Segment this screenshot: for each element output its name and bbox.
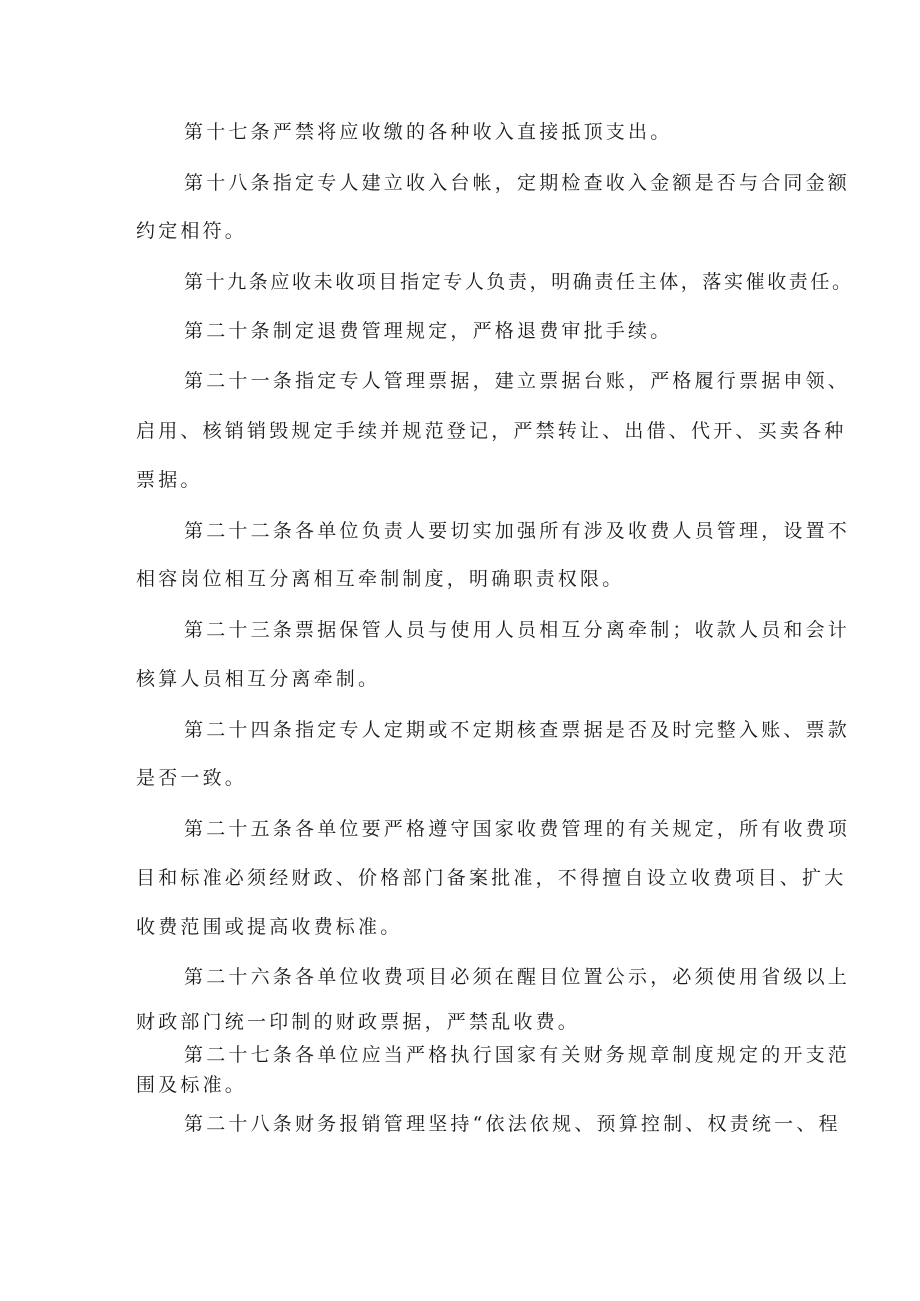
article-26-line-1: 第二十六条各单位收费项目必须在醒目位置公示，必须使用省级以上 [184,966,851,988]
article-28-line-1: 第二十八条财务报销管理坚持“依法依规、预算控制、权责统一、程 [184,1113,841,1135]
article-25-line-1: 第二十五条各单位要严格遵守国家收费管理的有关规定，所有收费项 [184,818,851,840]
article-25-line-2: 目和标准必须经财政、价格部门备案批准，不得擅自设立收费项目、扩大 [136,867,847,889]
article-24-line-2: 是否一致。 [136,767,248,789]
article-21-line-2: 启用、核销销毁规定手续并规范登记，严禁转让、出借、代开、买卖各种 [136,420,847,442]
article-22-line-2: 相容岗位相互分离相互牵制制度，明确职责权限。 [136,568,625,590]
article-26-line-2: 财政部门统一印制的财政票据，严禁乱收费。 [136,1011,581,1033]
article-18-line-2: 约定相符。 [136,220,248,242]
article-17-line-1: 第十七条严禁将应收缴的各种收入直接抵顶支出。 [184,121,673,143]
article-22-line-1: 第二十二条各单位负责人要切实加强所有涉及收费人员管理，设置不 [184,520,851,542]
article-24-line-1: 第二十四条指定专人定期或不定期核查票据是否及时完整入账、票款 [184,719,851,741]
article-19-line-1: 第十九条应收未收项目指定专人负责，明确责任主体，落实催收责任。 [184,271,854,293]
article-23-line-2: 核算人员相互分离牵制。 [136,668,381,690]
article-18-line-1: 第十八条指定专人建立收入台帐，定期检查收入金额是否与合同金额 [184,172,851,194]
article-21-line-3: 票据。 [136,469,203,491]
article-25-line-3: 收费范围或提高收费标准。 [136,916,403,938]
article-21-line-1: 第二十一条指定专人管理票据，建立票据台账，严格履行票据申领、 [184,370,851,392]
article-20-line-1: 第二十条制定退费管理规定，严格退费审批手续。 [184,320,673,342]
article-23-line-1: 第二十三条票据保管人员与使用人员相互分离牵制；收款人员和会计 [184,619,851,641]
article-27-line-2: 围及标准。 [136,1074,248,1096]
article-27-line-1: 第二十七条各单位应当严格执行国家有关财务规章制度规定的开支范 [184,1044,851,1066]
